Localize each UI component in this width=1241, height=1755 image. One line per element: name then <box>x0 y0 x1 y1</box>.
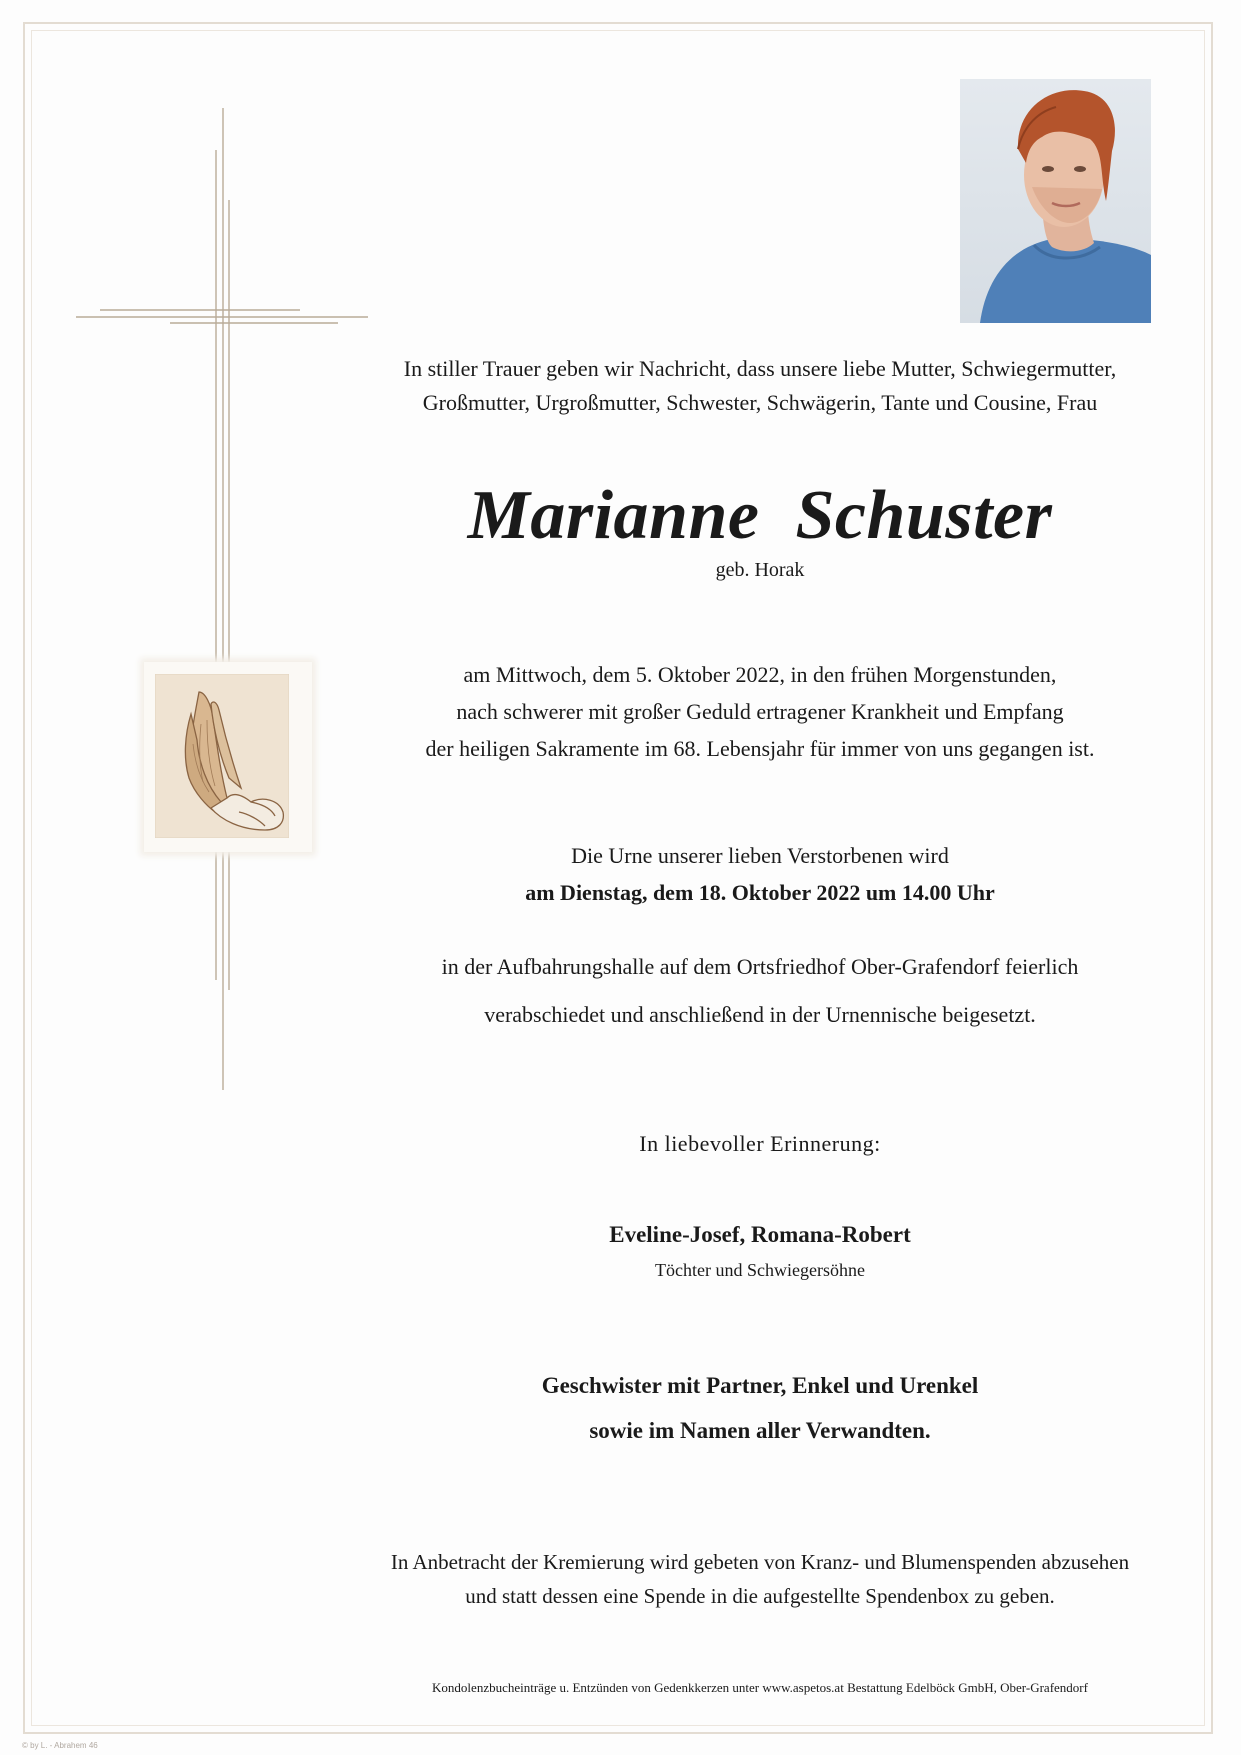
children-names: Eveline-Josef, Romana-Robert <box>609 1222 911 1247</box>
announcement-intro <box>340 352 1180 420</box>
portrait-photo-image <box>960 79 1151 323</box>
remembrance-heading: In liebevoller Erinnerung: <box>639 1131 881 1156</box>
ceremony-date: am Dienstag, dem 18. Oktober 2022 um 14.00 Uhr <box>525 880 995 905</box>
portrait-photo <box>960 79 1151 323</box>
relatives-line-1: Geschwister mit Partner, Enkel und Urenkel <box>541 1373 979 1398</box>
death-line-3: der heiligen Sakramente im 68. Lebensjahr für immer von uns gegangen ist. <box>425 736 1095 761</box>
death-line-1: am Mittwoch, dem 5. Oktober 2022, in den frühen Morgenstunden, <box>463 662 1057 687</box>
cross-icon <box>70 100 370 1100</box>
urn-line: Die Urne unserer lieben Verstorbenen wird <box>571 843 949 868</box>
death-line-2: nach schwerer mit großer Geduld ertragener Krankheit und Empfang <box>456 699 1064 724</box>
copyright-note: © by L. - Abrahem 46 <box>22 1741 98 1750</box>
donation-line-2: und statt dessen eine Spende in die aufgestellte Spendenbox zu geben. <box>465 1584 1055 1608</box>
relatives-line-2: sowie im Namen aller Verwandten. <box>589 1418 931 1443</box>
donation-line-1: In Anbetracht der Kremierung wird gebeten von Kranz- und Blumenspenden abzusehen <box>390 1550 1130 1574</box>
burial-line: verabschiedet und anschließend in der Urnennische beigesetzt. <box>484 1002 1036 1027</box>
deceased-name: Marianne Schuster <box>467 477 1053 554</box>
maiden-name: geb. Horak <box>715 559 805 581</box>
donation-notice <box>340 1545 1180 1613</box>
praying-hands-icon <box>155 674 289 838</box>
praying-hands-picture <box>144 662 312 852</box>
intro-line-2: Großmutter, Urgroßmutter, Schwester, Schwägerin, Tante und Cousine, Frau <box>422 390 1098 415</box>
death-notice <box>340 656 1180 767</box>
footer-note: Kondolenzbucheinträge u. Entzünden von Gedenkkerzen unter www.aspetos.at Bestattung Edelböck GmbH, Ober-Grafendorf <box>432 1680 1088 1695</box>
children-relation: Töchter und Schwiegersöhne <box>655 1260 865 1280</box>
ceremony-location: in der Aufbahrungshalle auf dem Ortsfriedhof Ober-Grafendorf feierlich <box>441 954 1079 979</box>
relatives-block <box>340 1363 1180 1453</box>
intro-line-1: In stiller Trauer geben wir Nachricht, dass unsere liebe Mutter, Schwiegermutter, <box>403 356 1117 381</box>
